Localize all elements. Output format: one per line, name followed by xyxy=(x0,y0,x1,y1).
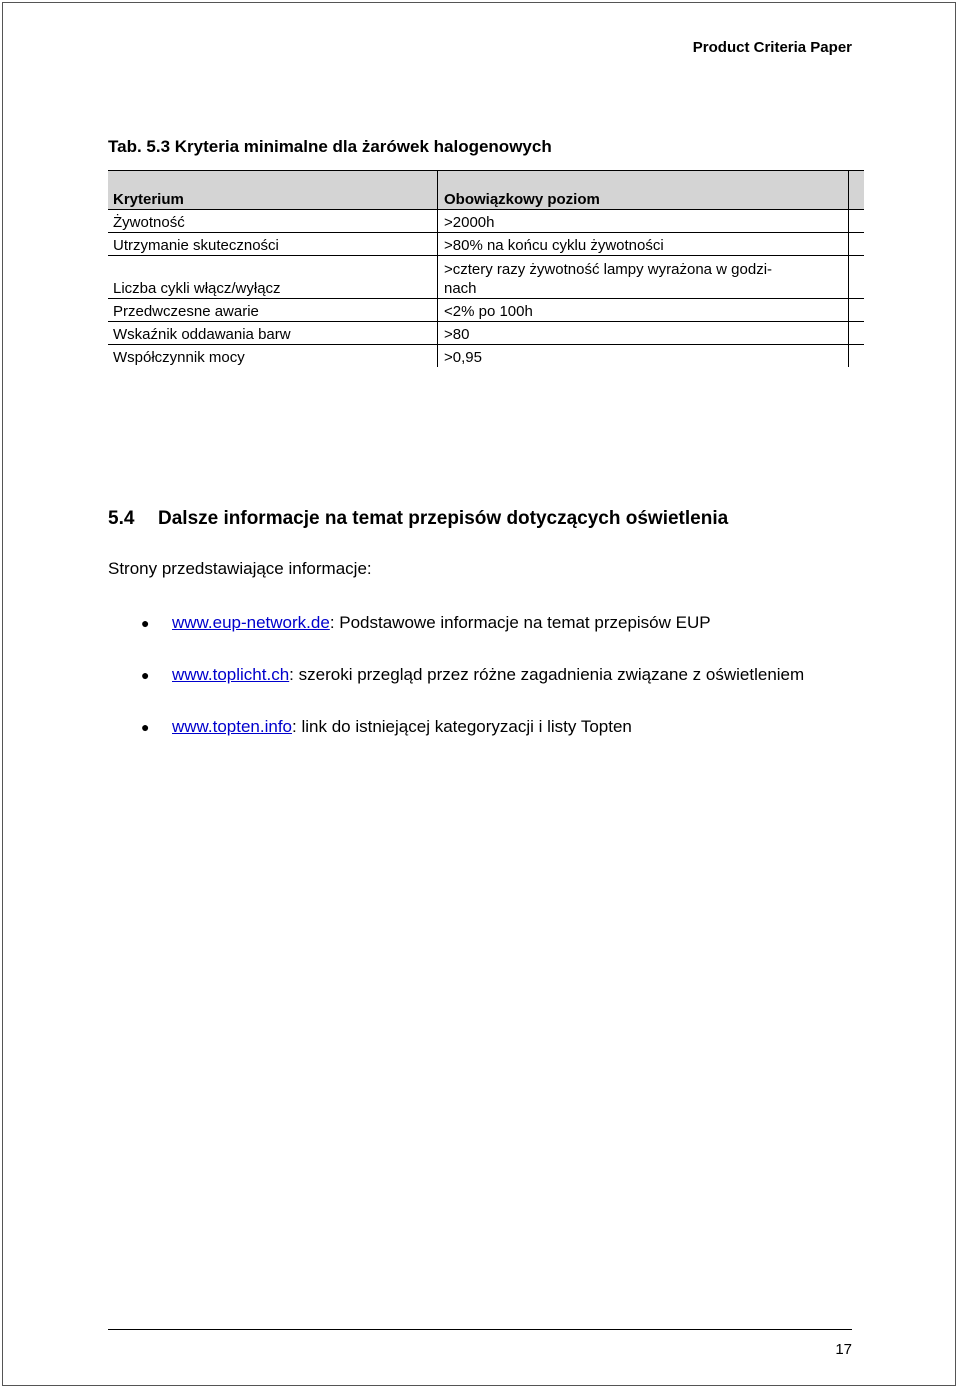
list-item xyxy=(108,610,852,636)
table-blank-cell xyxy=(849,210,864,233)
link-description: : Podstawowe informacje na temat przepisów EUP xyxy=(329,613,711,632)
list-item xyxy=(108,662,852,688)
table-blank-cell xyxy=(849,322,864,345)
table-caption: Tab. 5.3 Kryteria minimalne dla żarówek halogenowych xyxy=(108,137,552,156)
criterion-cell: Wskaźnik oddawania barw xyxy=(113,326,291,343)
link-description: : szeroki przegląd przez różne zagadnienia związane z oświetleniem xyxy=(289,665,805,684)
link-list xyxy=(108,610,852,766)
criterion-cell: Współczynnik mocy xyxy=(113,349,245,366)
table-row xyxy=(108,233,864,256)
table-blank-cell xyxy=(849,299,864,322)
criteria-table xyxy=(108,170,864,367)
level-cell xyxy=(438,256,849,299)
level-cell: >0,95 xyxy=(438,345,849,368)
table-blank-header-cell xyxy=(849,171,864,210)
level-cell-line-1: >cztery razy żywotność lampy wyrażona w godzi- xyxy=(444,261,773,278)
link-toplicht[interactable]: www.toplicht.ch xyxy=(172,665,290,684)
link-topten[interactable]: www.topten.info xyxy=(172,717,293,736)
criterion-cell: Żywotność xyxy=(113,214,185,231)
criterion-cell: Utrzymanie skuteczności xyxy=(113,237,279,254)
level-cell-line-2: nach xyxy=(444,280,477,297)
bullet-icon: ● xyxy=(141,615,150,631)
section-number: 5.4 xyxy=(108,508,135,529)
table-blank-cell xyxy=(849,233,864,256)
table-header-row xyxy=(108,171,864,210)
table-row xyxy=(108,210,864,233)
criterion-cell: Przedwczesne awarie xyxy=(113,303,259,320)
table-row xyxy=(108,299,864,322)
section-intro: Strony przedstawiające informacje: xyxy=(108,559,372,578)
level-cell: >80% na końcu cyklu żywotności xyxy=(438,233,849,256)
bullet-icon: ● xyxy=(141,719,150,735)
link-eup-network[interactable]: www.eup-network.de xyxy=(172,613,330,632)
level-cell: >80 xyxy=(438,322,849,345)
footer-divider xyxy=(108,1329,852,1330)
section-title-text: Dalsze informacje na temat przepisów dotyczących oświetlenia xyxy=(158,508,729,529)
link-description: : link do istniejącej kategoryzacji i listy Topten xyxy=(292,717,632,736)
table-blank-cell xyxy=(849,256,864,299)
column-header-level: Obowiązkowy poziom xyxy=(438,171,849,210)
criterion-cell: Liczba cykli włącz/wyłącz xyxy=(113,280,281,297)
bullet-icon: ● xyxy=(141,667,150,683)
section-heading xyxy=(108,508,728,530)
list-item xyxy=(108,714,852,740)
table-row xyxy=(108,322,864,345)
document-header-title: Product Criteria Paper xyxy=(692,39,852,56)
page-number: 17 xyxy=(835,1341,852,1358)
table-row xyxy=(108,345,864,368)
level-cell: >2000h xyxy=(438,210,849,233)
column-header-criterion: Kryterium xyxy=(108,171,438,210)
level-cell: <2% po 100h xyxy=(438,299,849,322)
table-blank-cell xyxy=(849,345,864,368)
table-row xyxy=(108,256,864,299)
